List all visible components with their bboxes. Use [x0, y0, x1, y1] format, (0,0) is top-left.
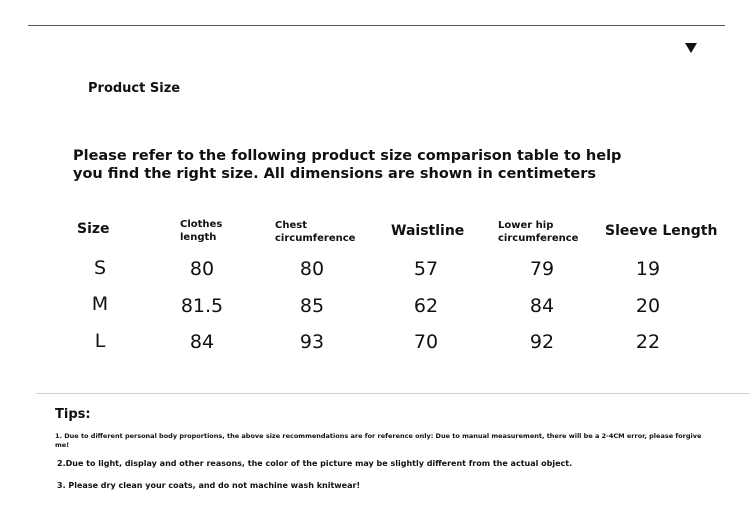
header-size: Size — [77, 221, 110, 237]
tip-2: 2.Due to light, display and other reasons, the color of the picture may be slightly different from the actual object. — [57, 459, 573, 468]
tip-3: 3. Please dry clean your coats, and do not machine wash knitwear! — [57, 481, 361, 490]
cell-lower-hip: 84 — [529, 295, 555, 317]
header-clothes-length — [180, 218, 222, 244]
header-waistline: Waistline — [391, 223, 465, 239]
tips-title: Tips: — [55, 407, 91, 422]
top-divider — [28, 25, 725, 26]
intro-line-1: Please refer to the following product size comparison table to help — [73, 148, 622, 164]
cell-lower-hip: 79 — [529, 258, 555, 280]
cell-size: S — [93, 257, 107, 279]
cell-clothes-length: 80 — [189, 258, 215, 280]
intro-line-2: you find the right size. All dimensions are shown in centimeters — [73, 166, 597, 182]
intro-text — [73, 147, 633, 183]
tips-divider — [36, 393, 750, 394]
cell-waistline: 57 — [413, 258, 439, 280]
cell-waistline: 62 — [413, 295, 439, 317]
section-title: Product Size — [88, 81, 181, 96]
header-chest — [275, 219, 355, 245]
cell-clothes-length: 81.5 — [180, 295, 224, 317]
header-lower-hip — [498, 219, 578, 245]
header-sleeve-length: Sleeve Length — [605, 223, 718, 239]
cell-waistline: 70 — [413, 331, 439, 353]
cell-lower-hip: 92 — [529, 331, 555, 353]
header-chest-line2: circumference — [275, 233, 356, 244]
cell-size: L — [94, 330, 106, 352]
cell-chest: 85 — [299, 295, 325, 317]
triangle-down-icon — [685, 43, 697, 53]
cell-sleeve-length: 22 — [635, 331, 661, 353]
cell-chest: 93 — [299, 331, 325, 353]
tip-1: 1. Due to different personal body proportions, the above size recommendations are for reference only: Due to manual measurement, there will be a 2-4CM error, please forgive me! — [55, 432, 702, 449]
header-clothes-length-line2: length — [180, 232, 217, 243]
header-lower-hip-line1: Lower hip — [498, 220, 554, 231]
cell-clothes-length: 84 — [189, 331, 215, 353]
header-lower-hip-line2: circumference — [498, 233, 579, 244]
cell-size: M — [91, 293, 109, 315]
cell-sleeve-length: 20 — [635, 295, 661, 317]
header-clothes-length-line1: Clothes — [180, 219, 223, 230]
header-chest-line1: Chest — [275, 220, 307, 231]
cell-sleeve-length: 19 — [635, 258, 661, 280]
cell-chest: 80 — [299, 258, 325, 280]
